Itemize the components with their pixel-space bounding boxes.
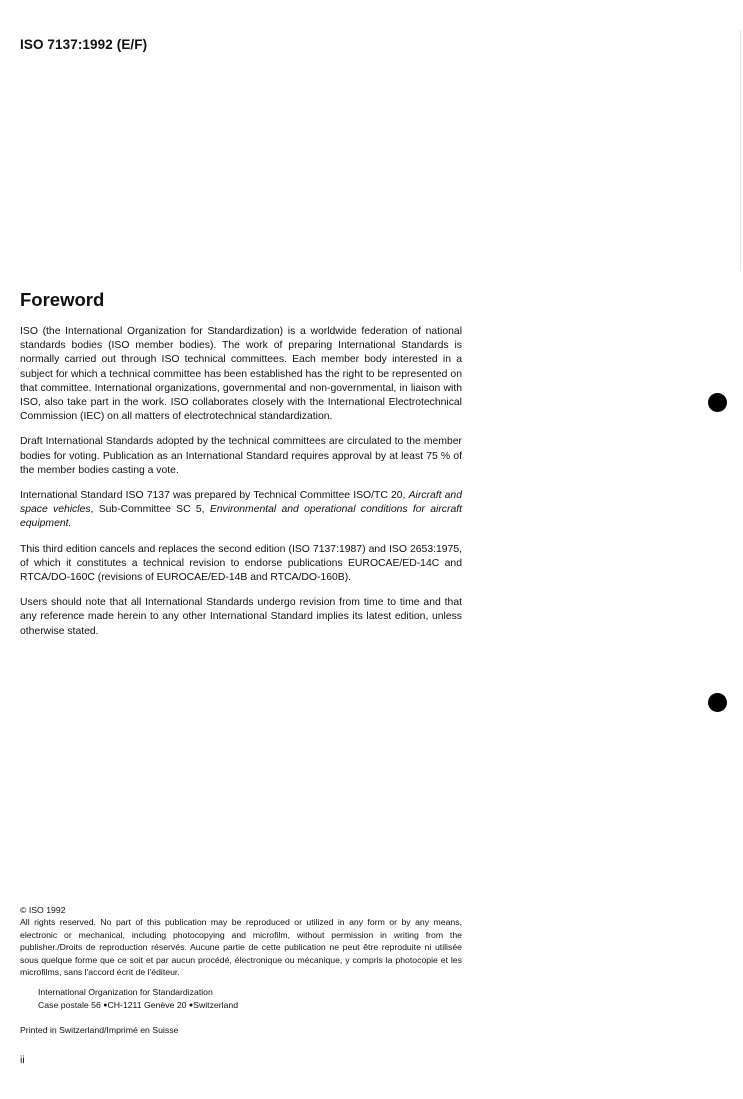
organization-name: International Organization for Standardization <box>38 987 213 998</box>
address-city: CH-1211 Genève 20 <box>107 999 187 1010</box>
bullet-icon: ● <box>103 1001 108 1009</box>
foreword-paragraph-1: ISO (the International Organization for Standardization) is a worldwide federation of national standards bodies (ISO member bodies). The work of preparing International Standards is normally carried out through ISO technical committees. Each member body interested in a subject for which a technical committee has been established has the right to be represented on that committee. International organizations, governmental and non-governmental, in liaison with ISO, also take part in the work. ISO collaborates closely with the International Electrotechnical Commission (IEC) on all matters of electrotechnical standardization. <box>20 326 462 423</box>
para3-committee-title: Aircraft and space vehicles <box>20 490 462 516</box>
document-header: ISO 7137:1992 (E/F) <box>20 37 148 52</box>
copyright-line: © ISO 1992 <box>20 905 66 915</box>
page-edge-mark <box>740 30 741 270</box>
bullet-icon: ● <box>188 1001 194 1009</box>
foreword-paragraph-3 <box>20 489 462 532</box>
para3-subcommittee-title: Environmental and operational conditions for aircraft equipment. <box>20 504 463 530</box>
foreword-body <box>20 325 462 650</box>
address-line <box>38 999 462 1012</box>
page-number: ii <box>20 1054 25 1066</box>
address-postbox: Case postale 56 <box>38 999 101 1010</box>
address-country: Switzerland <box>193 999 239 1010</box>
punch-hole-mark <box>708 393 727 412</box>
foreword-paragraph-4: This third edition cancels and replaces the second edition (ISO 7137:1987) and ISO 2653:1975, of which it constitutes a technical revision to endorse publications EUROCAE/ED-14C and RTCA/DO-160C (revisions of EUROCAE/ED-14B and RTCA/DO-160B). <box>20 543 462 584</box>
printed-in-line: Printed in Switzerland/Imprimé en Suisse <box>20 1025 179 1036</box>
foreword-paragraph-2: Draft International Standards adopted by the technical committees are circulated to the member bodies for voting. Publication as an International Standard requires approval by at least 75 % of the member bodies casting a vote. <box>20 436 462 476</box>
rights-notice: All rights reserved. No part of this publication may be reproduced or utilized in any form or by any means, electronic or mechanical, including photocopying and microfilm, without permission in writing from the publisher./Droits de reproduction réservés. Aucune partie de cette publication ne peut être reproduite ni utilisée sous quelque forme que ce soit et par aucun procédé, électronique ou mécanique, y compris la photocopie et les microfilms, sans l'accord écrit de l'éditeur. <box>20 917 462 978</box>
para3-text-2: , Sub-Committee SC 5, <box>90 504 210 516</box>
foreword-heading: Foreword <box>20 289 105 310</box>
copyright-footer <box>20 904 462 1037</box>
publisher-address <box>38 986 462 1012</box>
foreword-paragraph-5: Users should note that all International Standards undergo revision from time to time and that any reference made herein to any other International Standard implies its latest edition, unless otherwise stated. <box>20 597 462 637</box>
para3-text-1: International Standard ISO 7137 was prepared by Technical Committee ISO/TC 20, <box>20 490 409 502</box>
punch-hole-mark <box>708 693 727 712</box>
